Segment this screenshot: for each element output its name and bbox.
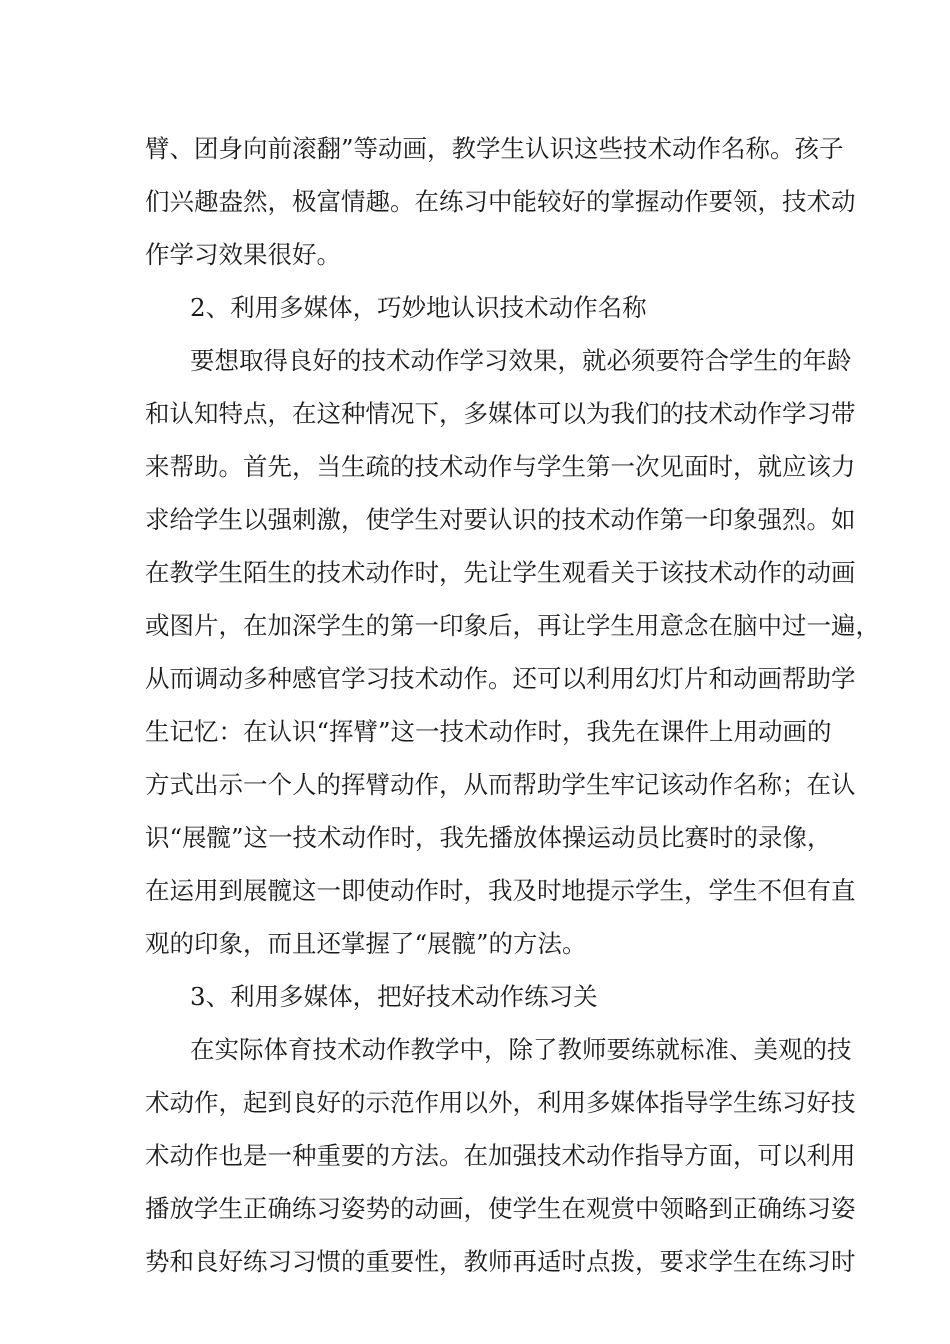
text-line: 作学习效果很好。 <box>145 240 341 269</box>
text-line: 从而调动多种感官学习技术动作。还可以利用幻灯片和动画帮助学 <box>145 664 856 693</box>
text-line: 方式出示一个人的挥臂动作，从而帮助学生牢记该动作名称；在认 <box>145 770 856 799</box>
section-heading: 3、利用多媒体，把好技术动作练习关 <box>190 982 598 1011</box>
text-line: 势和良好练习习惯的重要性，教师再适时点拨，要求学生在练习时 <box>145 1247 856 1276</box>
text-line: 生记忆：在认识“挥臂”这一技术动作时，我先在课件上用动画的 <box>145 717 832 746</box>
text-line: 观的印象，而且还掌握了“展髋”的方法。 <box>145 929 587 958</box>
section-heading: 2、利用多媒体，巧妙地认识技术动作名称 <box>190 293 647 322</box>
text-line: 来帮助。首先，当生疏的技术动作与学生第一次见面时，就应该力 <box>145 452 856 481</box>
text-line: 们兴趣盎然，极富情趣。在练习中能较好的掌握动作要领，技术动 <box>145 187 856 216</box>
text-line: 在运用到展髋这一即使动作时，我及时地提示学生，学生不但有直 <box>145 876 856 905</box>
text-line: 要想取得良好的技术动作学习效果，就必须要符合学生的年龄 <box>190 346 852 375</box>
text-line: 在教学生陌生的技术动作时，先让学生观看关于该技术动作的动画 <box>145 558 856 587</box>
text-line: 臂、团身向前滚翻”等动画，教学生认识这些技术动作名称。孩子 <box>145 134 844 163</box>
text-line: 术动作也是一种重要的方法。在加强技术动作指导方面，可以利用 <box>145 1141 856 1170</box>
text-line: 和认知特点，在这种情况下，多媒体可以为我们的技术动作学习带 <box>145 399 856 428</box>
text-line: 在实际体育技术动作教学中，除了教师要练就标准、美观的技 <box>190 1035 852 1064</box>
text-line: 播放学生正确练习姿势的动画，使学生在观赏中领略到正确练习姿 <box>145 1194 856 1223</box>
text-line: 或图片，在加深学生的第一印象后，再让学生用意念在脑中过一遍， <box>145 611 880 640</box>
text-line: 术动作，起到良好的示范作用以外，利用多媒体指导学生练习好技 <box>145 1088 856 1117</box>
text-line: 识“展髋”这一技术动作时，我先播放体操运动员比赛时的录像， <box>145 823 832 852</box>
text-line: 求给学生以强刺激，使学生对要认识的技术动作第一印象强烈。如 <box>145 505 856 534</box>
